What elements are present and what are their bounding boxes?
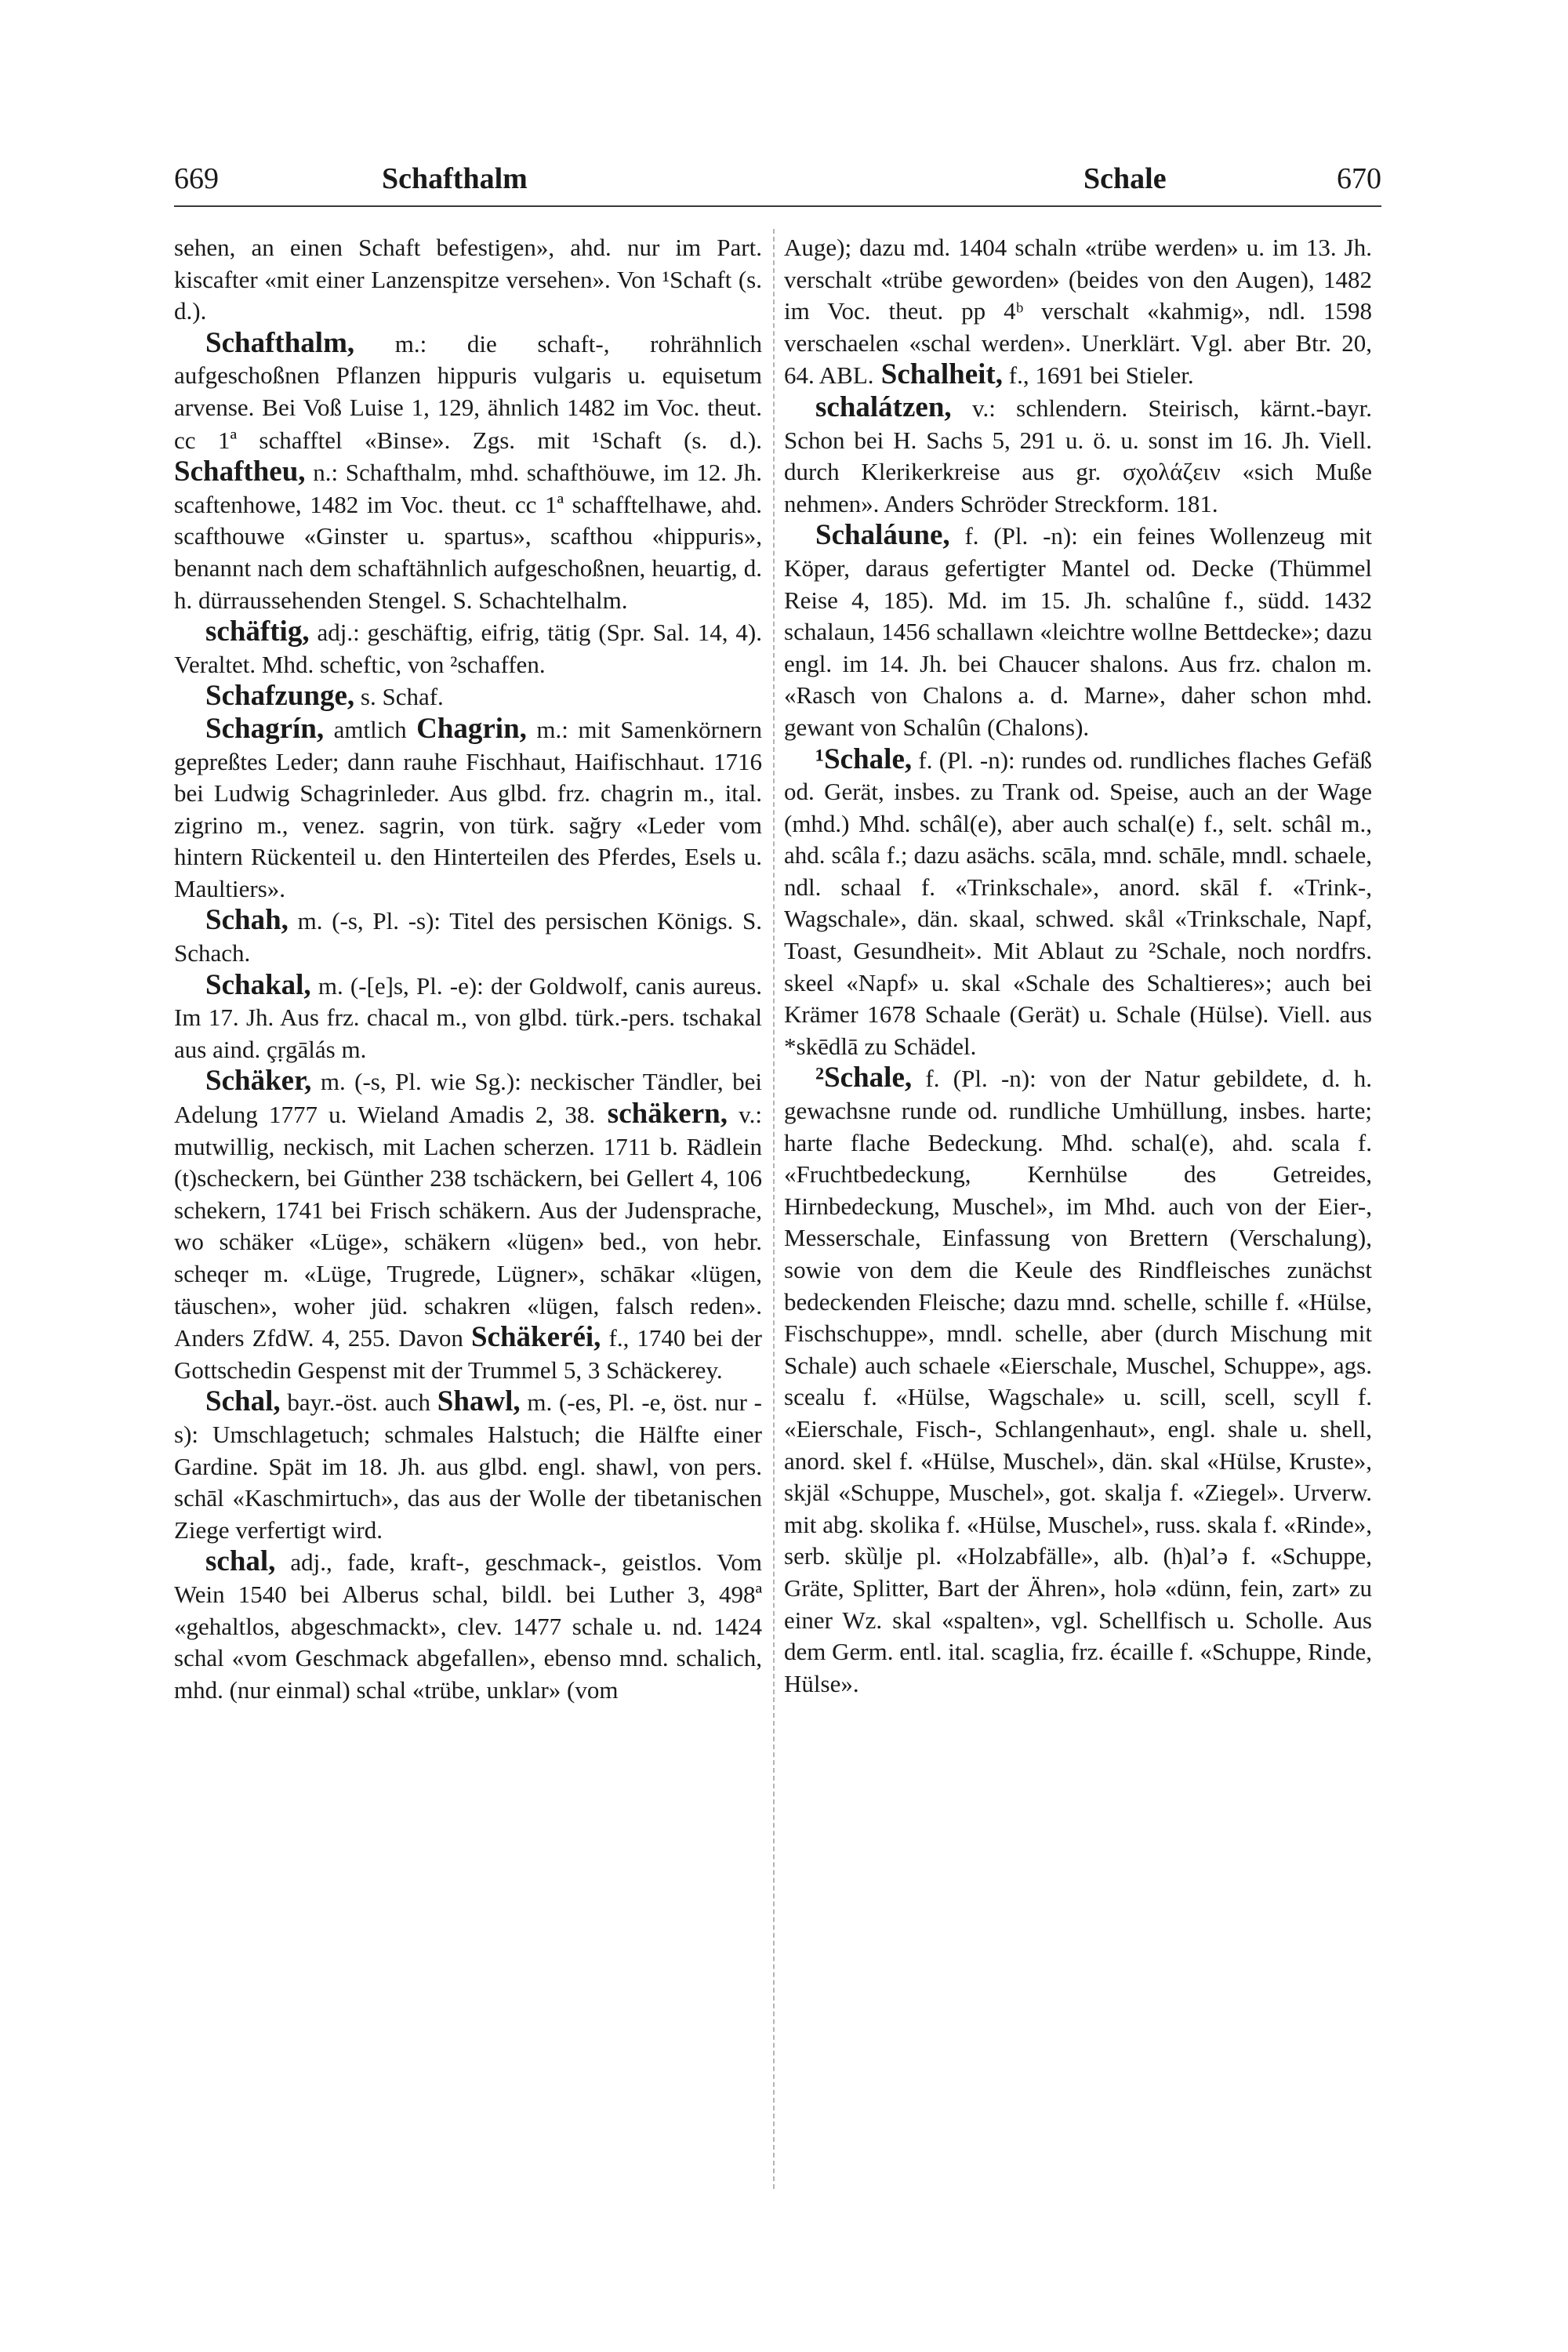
entry-headword: Schaftheu,	[174, 456, 306, 488]
entry-schalatzen	[784, 392, 1372, 520]
entry-schafthalm	[174, 328, 762, 616]
entry-headword: Schal,	[205, 1385, 281, 1418]
entry-headword: Schaláune,	[815, 519, 950, 552]
entry-headword: Schäker,	[205, 1065, 312, 1098]
entry-schagrin	[174, 713, 762, 906]
entry-schale-2	[784, 1062, 1372, 1700]
entry-text: f., 1740 bei der Gottschedin Gespenst mit der Trummel 5, 3 Schäckerey.	[174, 1324, 762, 1384]
header-rule	[174, 205, 1381, 207]
entry-text: m.: mit Samenkörnern gepreßtes Leder; dann rauhe Fischhaut, Haifischhaut. 1716 bei Ludwig Schagrinleder. Aus glbd. frz. chagrin m., ital. zigrino m., venez. sagrin, von türk. sağry «Leder vom hintern Rückenteil u. den Hinterteilen des Pferdes, Esels u. Maultiers».	[174, 715, 762, 902]
entry-text: m. (-es, Pl. -e, öst. nur -s): Umschlagetuch; schmales Halstuch; die Hälfte einer Gardine. Spät im 18. Jh. aus glbd. engl. shawl, von pers. schāl «Kaschmirtuch», das aus der Wolle der tibetanischen Ziege verfertigt wird.	[174, 1388, 762, 1544]
entry-headword: schäftig,	[205, 615, 310, 648]
entry-headword: Schakal,	[205, 968, 311, 1001]
entry-headword: ²Schale,	[815, 1062, 913, 1094]
entry-schakal	[174, 970, 762, 1066]
left-page-number: 669	[174, 162, 219, 195]
entry-headword: schalátzen,	[815, 390, 952, 423]
entry-schaeftig	[174, 616, 762, 681]
entry-text: bayr.-öst. auch	[280, 1388, 437, 1417]
entry-text: f. (Pl. -n): rundes od. rundliches flaches Gefäß od. Gerät, insbes. zu Trank od. Speise, auch an der Wage (mhd.) Mhd. schâl(e), aber auch schal(e) f., selt. schâl m., ahd. scâla f.; dazu asächs. scāla, mnd. schāle, mndl. schaele, ndl. schaal f. «Trinkschale», anord. skāl f. «Trink-, Wagschale», dän. skaal, schwed. skål «Trinkschale, Napf, Toast, Gesundheit». Mit Ablaut zu ²Schale, noch nordfrs. skeel «Napf» u. skal «Schale des Schaltieres»; auch bei Krämer 1678 Schaale (Gerät) u. Schale (Hülse). Viell. aus *skēdlā zu Schädel.	[784, 746, 1372, 1060]
entry-text: f., 1691 bei Stieler.	[1003, 361, 1194, 390]
entry-continuation	[174, 232, 762, 328]
entry-text: adj.: geschäftig, eifrig, tätig (Spr. Sal. 14, 4). Veraltet. Mhd. scheftic, von ²schaffen.	[174, 619, 762, 678]
entry-headword: Schäkeréi,	[470, 1321, 601, 1354]
entry-text: v.: mutwillig, neckisch, mit Lachen scherzen. 1711 b. Rädlein (t)scheckern, bei Günther 238 tschäckern, bei Gellert 4, 106 schekern, 1741 bei Frisch schäkern. Aus der Judensprache, wo schäker «Lüge», schäkern «lügen» bed., von hebr. scheqer m. «Lüge, Trugrede, Lügner», schākar «lügen, täuschen», woher jüd. schakren «lügen, falsch reden». Anders ZfdW. 4, 255. Davon	[174, 1101, 762, 1352]
entry-headword: Schafzunge,	[205, 680, 355, 713]
entry-schal-adj	[174, 1546, 762, 1706]
entry-text: m. (-[e]s, Pl. -e): der Goldwolf, canis aureus. Im 17. Jh. Aus frz. chacal m., von glbd. türk.-pers. tschakal aus aind. çṛgālás m.	[174, 971, 762, 1063]
entry-text: m.: die schaft-, rohrähnlich aufgeschoßnen Pflanzen hippuris vulgaris u. equisetum arvense. Bei Voß Luise 1, 129, ähnlich 1482 im Voc. theut. cc 1ª schafftel «Binse». Zgs. mit ¹Schaft (s. d.).	[174, 329, 762, 454]
entry-headword: Schah,	[205, 904, 289, 937]
entry-headword: Schafthalm,	[205, 326, 355, 359]
right-running-headword: Schale	[1083, 162, 1167, 195]
left-column	[174, 232, 762, 1706]
entry-schaeker	[174, 1065, 762, 1386]
entry-text: amtlich	[324, 715, 417, 743]
entry-headword: Shawl,	[437, 1385, 521, 1418]
entry-text: f. (Pl. -n): ein feines Wollenzeug mit Köper, daraus gefertigter Mantel od. Decke (Thümmel Reise 4, 185). Md. im 15. Jh. schalûne f., südd. 1432 schalaun, 1456 schallawn «leichtre wollne Bettdecke»; dazu engl. im 14. Jh. bei Chaucer shalons. Aus frz. chalon m. «Rasch von Chalons a. d. Marne», daher schon mhd. gewant von Schalûn (Chalons).	[784, 522, 1372, 741]
entry-continuation	[784, 232, 1372, 392]
entry-text: m. (-s, Pl. -s): Titel des persischen Königs. S. Schach.	[174, 907, 762, 967]
entry-text: adj., fade, kraft-, geschmack-, geistlos. Vom Wein 1540 bei Alberus schal, bildl. bei Luther 3, 498ª «gehaltlos, abgeschmackt», clev. 1477 schale u. nd. 1424 schal «vom Geschmack abgefallen», ebenso mnd. schalich, mhd. (nur einmal) schal «trübe, unklar» (vom	[174, 1548, 762, 1704]
entry-schal-noun	[174, 1386, 762, 1546]
entry-text: m. (-s, Pl. wie Sg.): neckischer Tändler, bei Adelung 1777 u. Wieland Amadis 2, 38.	[174, 1068, 762, 1129]
entry-schah	[174, 905, 762, 969]
entry-text: s. Schaf.	[354, 683, 444, 711]
entry-schafzunge	[174, 681, 762, 713]
entry-schale-1	[784, 744, 1372, 1063]
entry-headword: Schagrín,	[205, 712, 325, 745]
right-column	[784, 232, 1372, 1700]
entry-headword: schal,	[205, 1545, 276, 1578]
running-header	[174, 157, 1381, 207]
column-divider	[773, 229, 775, 2189]
right-page-number: 670	[1337, 162, 1381, 195]
left-running-headword: Schafthalm	[382, 162, 528, 195]
entry-text: Auge); dazu md. 1404 schaln «trübe werden» u. im 13. Jh. verschalt «trübe geworden» (beides von den Augen), 1482 im Voc. theut. pp 4ᵇ verschalt «kahmig», ndl. 1598 verschaelen «schal werden». Unerklärt. Vgl. aber Btr. 20, 64. ABL.	[784, 234, 1372, 390]
entry-headword: Chagrin,	[416, 712, 527, 745]
entry-text: n.: Schafthalm, mhd. schafthöuwe, im 12. Jh. scaftenhowe, 1482 im Voc. theut. cc 1ª schafftelhawe, ahd. scafthouwe «Ginster u. spartus», scafthou «hippuris», benannt nach dem schaftähnlich aufgeschoßnen, heuartig, d. h. dürraussehenden Stengel. S. Schachtelhalm.	[174, 459, 762, 614]
entry-text: sehen, an einen Schaft befestigen», ahd. nur im Part. kiscafter «mit einer Lanzenspitze versehen». Von ¹Schaft (s. d.).	[174, 234, 762, 325]
entry-text: v.: schlendern. Steirisch, kärnt.-bayr. Schon bei H. Sachs 5, 291 u. ö. u. sonst im 16. Jh. Viell. durch Klerikerkreise aus gr. σχολάζειν «sich Muße nehmen». Anders Schröder Streckform. 181.	[784, 394, 1372, 517]
entry-text: f. (Pl. -n): von der Natur gebildete, d. h. gewachsne runde od. rundliche Umhüllung, insbes. harte; harte flache Bedeckung. Mhd. schal(e), ahd. scala f. «Fruchtbedeckung, Kernhülse des Getreides, Hirnbedeckung, Muschel», im Mhd. auch von der Eier-, Messerschale, Einfassung von Brettern (Verschalung), sowie von dem die Keule des Rindfleisches zunächst bedeckenden Fleische; dazu mnd. schelle, schille f. «Hülse, Fischschuppe», mndl. schelle, aber (durch Mischung mit Schale) auch schaele «Eierschale, Muschel, Schuppe», ags. scealu f. «Hülse, Wagschale» u. scill, scell, scyll f. «Eierschale, Fisch-, Schlangenhaut», engl. shale u. shell, anord. skel f. «Hülse, Muschel», dän. skal «Hülse, Kruste», skjäl «Schuppe, Muschel», got. skalja f. «Ziegel». Urverw. mit abg. skolika f. «Hülse, Muschel», russ. skala f. «Rinde», serb. skȕlje pl. «Holzabfälle», alb. (h)al’ə f. «Schuppe, Gräte, Splitter, Bart der Ähren», holə «dünn, fein, zart» zu einer Wz. skal «spalten», vgl. Schellfisch u. Scholle. Aus dem Germ. entl. ital. scaglia, frz. écaille f. «Schuppe, Rinde, Hülse».	[784, 1065, 1372, 1697]
entry-headword: ¹Schale,	[815, 742, 913, 775]
entry-headword: Schalheit,	[873, 358, 1004, 391]
entry-headword: schäkern,	[595, 1098, 728, 1131]
entry-schalaune	[784, 520, 1372, 743]
